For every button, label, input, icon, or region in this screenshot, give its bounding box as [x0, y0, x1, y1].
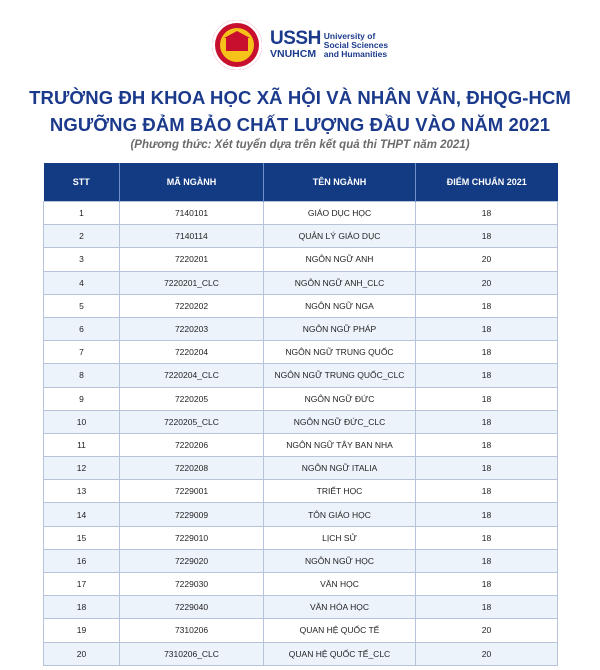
- table-row: [44, 549, 558, 572]
- table-row: [44, 248, 558, 271]
- cell-major-code: 7229020: [120, 549, 264, 572]
- cell-stt: 15: [44, 526, 120, 549]
- cell-major-code: 7229040: [120, 596, 264, 619]
- cell-major-name: NGÔN NGỮ ĐỨC_CLC: [264, 410, 416, 433]
- cell-major-code: 7220201: [120, 248, 264, 271]
- table-row: [44, 573, 558, 596]
- cell-score: 18: [416, 387, 558, 410]
- table-row: [44, 619, 558, 642]
- cell-stt: 20: [44, 642, 120, 665]
- cell-major-name: TRIẾT HỌC: [264, 480, 416, 503]
- cell-major-code: 7220205: [120, 387, 264, 410]
- cell-major-name: GIÁO DỤC HỌC: [264, 202, 416, 225]
- cell-score: 20: [416, 642, 558, 665]
- cell-score: 18: [416, 202, 558, 225]
- table-row: [44, 202, 558, 225]
- cell-major-name: NGÔN NGỮ TRUNG QUỐC: [264, 341, 416, 364]
- cell-score: 18: [416, 410, 558, 433]
- cell-score: 18: [416, 526, 558, 549]
- cell-major-name: NGÔN NGỮ ĐỨC: [264, 387, 416, 410]
- table-row: [44, 433, 558, 456]
- cell-major-code: 7220205_CLC: [120, 410, 264, 433]
- cell-stt: 5: [44, 294, 120, 317]
- logo-text: [270, 30, 388, 60]
- cell-major-code: 7220204_CLC: [120, 364, 264, 387]
- cell-major-name: NGÔN NGỮ NGA: [264, 294, 416, 317]
- cell-score: 18: [416, 364, 558, 387]
- cell-stt: 7: [44, 341, 120, 364]
- cell-major-code: 7220203: [120, 317, 264, 340]
- cell-score: 18: [416, 433, 558, 456]
- page-heading: NGƯỠNG ĐẢM BẢO CHẤT LƯỢNG ĐẦU VÀO NĂM 2021: [49, 114, 551, 135]
- cell-major-code: 7220201_CLC: [120, 271, 264, 294]
- cell-major-code: 7220202: [120, 294, 264, 317]
- score-table: [43, 163, 558, 666]
- cell-major-name: NGÔN NGỮ TRUNG QUỐC_CLC: [264, 364, 416, 387]
- table-row: [44, 341, 558, 364]
- cell-stt: 9: [44, 387, 120, 410]
- cell-stt: 17: [44, 573, 120, 596]
- cell-stt: 4: [44, 271, 120, 294]
- cell-score: 18: [416, 480, 558, 503]
- cell-score: 20: [416, 271, 558, 294]
- cell-major-name: QUAN HỆ QUỐC TẾ_CLC: [264, 642, 416, 665]
- cell-score: 18: [416, 596, 558, 619]
- header-score: ĐIỂM CHUẨN 2021: [416, 163, 558, 202]
- cell-stt: 16: [44, 549, 120, 572]
- logo-name: USSH: [270, 28, 321, 49]
- header-major-name: TÊN NGÀNH: [264, 163, 416, 202]
- logo-org: VNUHCM: [270, 48, 317, 60]
- cell-score: 18: [416, 457, 558, 480]
- cell-stt: 2: [44, 225, 120, 248]
- table-row: [44, 596, 558, 619]
- cell-major-name: QUAN HỆ QUỐC TẾ: [264, 619, 416, 642]
- table-row: [44, 387, 558, 410]
- cell-major-name: NGÔN NGỮ ITALIA: [264, 457, 416, 480]
- cell-score: 18: [416, 341, 558, 364]
- cell-major-name: NGÔN NGỮ HỌC: [264, 549, 416, 572]
- cell-stt: 14: [44, 503, 120, 526]
- page-title: TRƯỜNG ĐH KHOA HỌC XÃ HỘI VÀ NHÂN VĂN, ĐHQG-HCM: [29, 87, 571, 108]
- cell-major-name: LỊCH SỬ: [264, 526, 416, 549]
- page-subtitle: (Phương thức: Xét tuyển dựa trên kết quả thi THPT năm 2021): [130, 139, 470, 151]
- cell-stt: 1: [44, 202, 120, 225]
- cell-major-name: VĂN HÓA HỌC: [264, 596, 416, 619]
- cell-score: 18: [416, 317, 558, 340]
- cell-score: 18: [416, 549, 558, 572]
- cell-stt: 18: [44, 596, 120, 619]
- cell-stt: 11: [44, 433, 120, 456]
- cell-stt: 10: [44, 410, 120, 433]
- logo-subtitle: [324, 32, 388, 59]
- logo-subtitle-line: and Humanities: [323, 48, 388, 59]
- header-major-code: MÃ NGÀNH: [120, 163, 264, 202]
- ussh-logo: [212, 20, 388, 70]
- cell-score: 18: [416, 573, 558, 596]
- header-stt: STT: [44, 163, 120, 202]
- table-row: [44, 480, 558, 503]
- cell-major-code: 7229010: [120, 526, 264, 549]
- cell-major-code: 7229030: [120, 573, 264, 596]
- logo-subtitle-line: University of: [323, 30, 376, 41]
- cell-score: 18: [416, 503, 558, 526]
- cell-stt: 6: [44, 317, 120, 340]
- cell-score: 20: [416, 248, 558, 271]
- table-row: [44, 225, 558, 248]
- cell-major-code: 7229001: [120, 480, 264, 503]
- cell-major-name: QUẢN LÝ GIÁO DỤC: [264, 225, 416, 248]
- table-row: [44, 503, 558, 526]
- table-row: [44, 526, 558, 549]
- cell-major-code: 7140114: [120, 225, 264, 248]
- cell-major-name: NGÔN NGỮ TÂY BAN NHA: [264, 433, 416, 456]
- table-row: [44, 457, 558, 480]
- cell-major-code: 7140101: [120, 202, 264, 225]
- cell-stt: 8: [44, 364, 120, 387]
- cell-major-code: 7310206_CLC: [120, 642, 264, 665]
- cell-major-code: 7229009: [120, 503, 264, 526]
- table-row: [44, 271, 558, 294]
- table-header-row: [44, 163, 558, 202]
- cell-major-code: 7220204: [120, 341, 264, 364]
- table-row: [44, 364, 558, 387]
- cell-major-name: VĂN HỌC: [264, 573, 416, 596]
- table-row: [44, 317, 558, 340]
- table-row: [44, 410, 558, 433]
- table-row: [44, 642, 558, 665]
- cell-major-name: NGÔN NGỮ PHÁP: [264, 317, 416, 340]
- cell-score: 20: [416, 619, 558, 642]
- cell-score: 18: [416, 294, 558, 317]
- cell-stt: 3: [44, 248, 120, 271]
- logo-subtitle-line: Social Sciences: [323, 39, 389, 50]
- cell-major-code: 7220206: [120, 433, 264, 456]
- cell-major-name: NGÔN NGỮ ANH: [264, 248, 416, 271]
- cell-major-code: 7220208: [120, 457, 264, 480]
- cell-major-name: NGÔN NGỮ ANH_CLC: [264, 271, 416, 294]
- cell-major-code: 7310206: [120, 619, 264, 642]
- cell-major-name: TÔN GIÁO HỌC: [264, 503, 416, 526]
- table-row: [44, 294, 558, 317]
- cell-score: 18: [416, 225, 558, 248]
- cell-stt: 13: [44, 480, 120, 503]
- cell-stt: 12: [44, 457, 120, 480]
- cell-stt: 19: [44, 619, 120, 642]
- university-seal-icon: [212, 20, 262, 70]
